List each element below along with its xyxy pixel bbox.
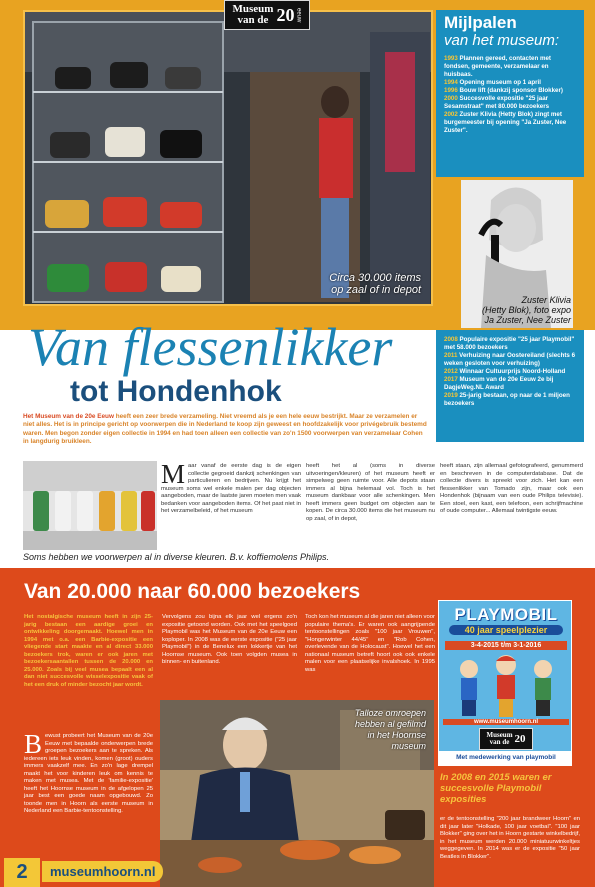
photo-tv-interview [160,700,434,887]
milestone-text: Zuster Klivia (Hetty Blok) zingt met burgemeester bij opening "Ja Zuster, Nee Zuster". [444,111,567,134]
coffee-grinders-illustration [23,461,157,550]
playmobil-dates: 3-4-2015 t/m 3-1-2016 [445,641,567,650]
playmobil-advert [438,600,572,766]
bezoekers-column-1: Bewust probeert het Museum van de 20e Eeuw met bepaalde onderwerpen brede groepen bezoekers aan te spreken. Als iedereen iets leuk vinden, komen (groot) ouders immers vaakzelf mee. En zo'n lage drempel maakt het voor kinderen leuk om kennis te maken met musea. Met de 'familie-expositie' heeft het Hoornse museum in de afgelopen 25 jaar best een goede naam opgebouwd. Zo toonde men in Hoorn als eerste museum in Nederland een Barbie-tentoonstelling. [24,729,153,814]
milestone-item [444,87,576,95]
milestone-year: 2012 [444,368,460,375]
milestone-year: 2008 [444,336,460,343]
milestone-item [444,95,576,111]
hero-caption-line: op zaal of in depot [331,284,421,296]
milestone-text: Verhuizing naar Oostereiland (slechts 6 weken gesloten voor verhuizing) [444,352,576,367]
bezoekers-intro: Het nostalgische museum heeft in zijn 25-jarig bestaan een aardige groei en ontwikkeling doorgemaakt. Hoewel men in 1994 met o.a. een Barbie-expositie een vliegende start maakte en al direct 33.000 bezoekers trok, waren er ook jaren met bezoekersaantallen tussen de 20.000 en 25.000. Zoals bij veel musea bepaalt een al dan niet succesvolle wisselexpositie vaak of het een druk of minder bezocht jaar wordt. [24,614,153,688]
playmobil-tagline: 40 jaar speelplezier [449,625,563,635]
bezoekers-column-4: er de tentoonstelling "200 jaar brandweer Hoorn" en dit jaar later "Holkade, 100 jaar voetbal". "100 jaar Blokker" ging over het in Hoorn gestarte winkelbedrijf, in het museum werden 20.000 miniatuurwinkeltjes weggegeven. In 2014 was er de expositie "50 jaar Beatles in Blokker". [440,816,580,860]
logo-century: 20 [276,4,295,25]
bezoekers-column-2: Vervolgens zou bijna elk jaar wel ergens zo'n expositie getoond worden. Ook met het speelgoed Playmobil was het Museum van de 20e Eeuw een koploper. In 2008 was de eerste expositie ("25 jaar Playmobil") in de Benelux een lokkertje van het Hoornse museum. Ook toen volgden musea in binnen- en buitenland. [162,614,297,665]
milestone-year: 2011 [444,352,460,359]
hero-caption-line: Circa 30.000 items [329,272,421,284]
bezoekers-title: Van 20.000 naar 60.000 bezoekers [24,580,361,603]
headline-line1: Van flessenlikker [28,317,393,377]
photo2-caption: Zuster Klivia (Hetty Blok), foto expo Ja Zuster, Nee Zuster [481,295,571,325]
intro-paragraph [23,413,429,446]
mijlpalen-subtitle: van het museum: [444,32,560,49]
playmobil-caption: In 2008 en 2015 waren er succesvolle Playmobil exposities [440,772,552,805]
milestone-item [444,111,576,135]
milestone-item [444,79,576,87]
logo-suffix: eeuw [295,7,302,23]
milestone-text: Winnaar Cultuurprijs Noord-Holland [459,368,566,375]
article-column-3: heeft staan, zijn allemaal gefotografeerd, genummerd en beschreven in de computerdatabase. Dat de collectie divers is spreekt voor zich. Het kan een flessenlikker van Tomado zijn, maar ook een Hondenhok (bijnaam van een oude Philips televisie). Een stoel, een kast, een telefoon, een schrijfmachine of oude computer... Allemaal twintigste eeuw. [440,463,583,514]
dropcap: M [161,459,186,489]
milestone-year: 1993 [444,55,460,62]
playmobil-brand: PLAYMOBIL [454,605,558,624]
milestone-year: 1996 [444,87,460,94]
article-column-1: Maar vanaf de eerste dag is de eigen collectie gegroeid dankzij schenkingen van particulieren en bedrijven. Nu krijgt het museum soms wel enkele malen per dag objecten aangeboden, maar de laatste jaren moeten men vaak bedanken voor aangeboden items. Of het past niet in het verzamelbeleid, of het museum [161,459,301,514]
bezoekers-column-3: Toch kon het museum al die jaren niet alleen voor populaire thema's. Er waren ook aangrijpende tentoonstellingen zoals "100 jaar Vrouwen", "Hongerwinter 44/45" en "Rob Cohen, overlevende van de Holocaust". Hoewel het een nationaal museum betreft hoort ook ook enkele malen voor een plaatselijke invalshoek. In 1995 was [305,614,435,673]
mijlpalen-panel [436,10,584,177]
telephones-illustration [25,12,433,306]
tv-interview-caption: Talloze omroepen hebben al gefilmd in het Hoornse museum [354,708,426,751]
milestone-item [444,392,576,408]
photo-coffee-grinders [23,461,157,550]
intro-museum-name: Het Museum van de 20e Eeuw [23,413,114,420]
dropcap: B [24,729,43,759]
milestone-text: Populaire expositie "25 jaar Playmobil" met 58.000 bezoekers [444,336,575,351]
milestone-text: 25-jarig bestaan, op naar de 1 miljoen bezoekers [444,392,570,407]
milestone-year: 2017 [444,376,460,383]
playmobil-footer: Met medewerking van playmobil [439,751,572,765]
milestone-text: Opening museum op 1 april [459,79,541,86]
milestone-text: Bouw lift (dankzij sponsor Blokker) [459,87,563,94]
playmobil-museum-logo: Museum van de 20 [479,728,533,750]
page-number: 2 [4,858,40,887]
milestone-item [444,352,576,368]
mijlpalen-panel-continued [436,330,584,442]
milestone-text: Plannen gereed, contacten met fondsen, gemeente, verzamelaar en huisbaas. [444,55,551,78]
hero-caption [329,272,421,296]
playmobil-figures-illustration [439,651,572,721]
milestone-item [444,336,576,352]
milestone-year: 2002 [444,111,460,118]
museum-logo [224,0,310,30]
mijlpalen-list [444,55,576,135]
mijlpalen-list-continued [444,336,576,408]
milestone-year: 1994 [444,79,460,86]
logo-text: Museum van de [232,3,274,26]
photo-zuster-klivia [461,180,573,328]
milestone-year: 2000 [444,95,460,102]
coffee-grinders-caption: Soms hebben we voorwerpen al in diverse kleuren. B.v. koffiemolens Philips. [23,552,329,562]
milestone-item [444,368,576,376]
mijlpalen-title: Mijlpalen [444,13,517,32]
milestone-text: Museum van de 20e Eeuw 2e bij DagjeWeg.NL Award [444,376,554,391]
hero-photo-telephones [23,7,433,306]
intro-text: heeft een zeer brede verzameling. Niet vreemd als je een hele eeuw bestrijkt. Maar ze verzamelen er niet alles. Het is in principe gericht op voorwerpen die in Nederland te koop zijn geweest en hoofdzakelijk voor privégebruik bestemd waren. Men begon zonder eigen collectie in 1994 en had toen alleen een collectie van zo'n 1500 voorwerpen van verzamelaar Cohen in langdurig bruikleen. [23,413,427,445]
milestone-text: Succesvolle expositie "25 jaar Sesamstraat" met 80.000 bezoekers [444,95,550,110]
article-column-2: heeft het al (soms in diverse uitvoeringen/kleuren) of het museum heeft er simpelweg geen ruimte voor. Alle depots staan immers al bijna helemaal vol. Toch is het museum dankbaar voor alle schenkingen. Men heeft immers geen budget om objecten aan te kopen. De circa 30.000 items die het museum nu op zaal, of in depot, [306,463,435,522]
milestone-item [444,376,576,392]
milestone-item [444,55,576,79]
footer-site-link[interactable]: museumhoorn.nl [42,861,163,882]
playmobil-site: www.museumhoorn.nl [443,719,569,725]
headline-line2: tot Hondenhok [70,375,282,408]
milestone-year: 2019 [444,392,460,399]
